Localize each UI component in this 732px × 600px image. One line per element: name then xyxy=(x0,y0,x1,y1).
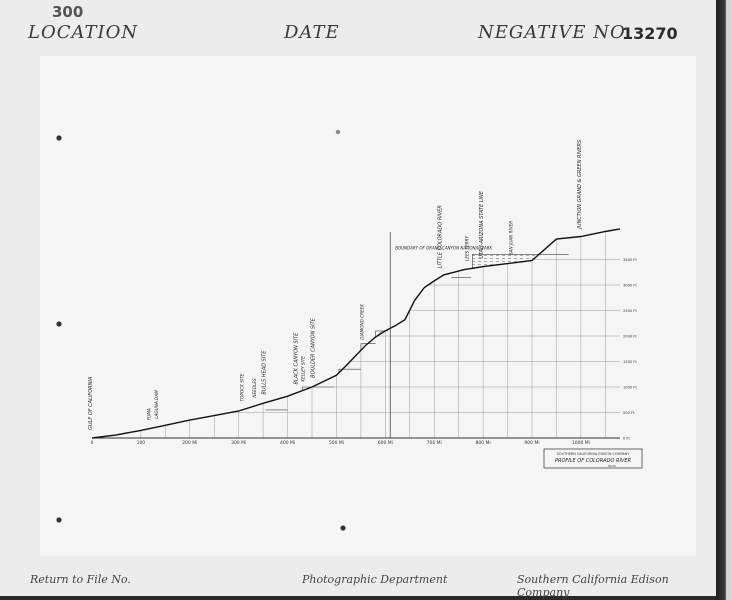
y-tick-label: 500 Ft xyxy=(623,411,635,415)
binding-hole xyxy=(56,517,61,522)
footer-company: Southern California Edison Company xyxy=(517,573,669,599)
place-label: YUMA xyxy=(146,408,152,421)
place-annotations xyxy=(88,139,583,438)
chart-title: PROFILE OF COLORADO RIVER xyxy=(555,458,631,464)
scanner-edge xyxy=(716,0,732,600)
colorado-river-profile-chart xyxy=(40,56,696,556)
y-tick-label: 3000 Ft xyxy=(623,283,637,288)
binding-hole xyxy=(56,135,61,140)
place-label: DIAMOND CREEK xyxy=(359,303,365,340)
x-tick-label: 200 Mi xyxy=(182,441,198,446)
card-number: 300 xyxy=(52,3,84,21)
x-tick-label: 300 Mi xyxy=(231,441,247,446)
place-label: TOPOCK SITE xyxy=(239,373,245,402)
y-tick-label: 3500 Ft xyxy=(623,258,637,262)
place-label: JUNCTION GRAND & GREEN RIVERS xyxy=(576,139,583,229)
binding-hole xyxy=(336,130,340,134)
x-tick-label: 500 Mi xyxy=(328,441,345,446)
y-tick-label: 2500 Ft xyxy=(623,309,637,313)
x-tick-label: 400 Mi xyxy=(279,441,296,446)
place-label: LEES FERRY xyxy=(464,235,470,261)
x-tick-label: 1000 Mi xyxy=(571,441,590,446)
binding-hole xyxy=(340,525,345,530)
negative-label: NEGATIVE NO. xyxy=(478,22,632,43)
x-tick-label: 900 Mi xyxy=(524,441,540,446)
profile-layer xyxy=(92,229,620,438)
y-tick-label: 1500 Ft xyxy=(623,360,637,364)
place-label: SAN JUAN RIVER xyxy=(508,220,514,255)
place-label: BLACK CANYON SITE xyxy=(293,332,300,385)
date-label: DATE xyxy=(284,22,340,43)
photograph xyxy=(40,56,696,556)
y-tick-label: 1000 Ft xyxy=(623,385,637,390)
place-label: LAGUNA DAM xyxy=(154,390,159,419)
y-axis-ticks xyxy=(623,258,637,441)
x-tick-label: 600 Mi xyxy=(377,441,393,446)
place-label: LITTLE COLORADO RIVER xyxy=(437,205,444,269)
dam-site-reservoir xyxy=(361,344,376,351)
chart-subtitle: SOUTHERN CALIFORNIA EDISON COMPANY xyxy=(556,452,630,456)
place-label: BOULDER CANYON SITE xyxy=(310,318,317,378)
binding-hole xyxy=(56,321,61,326)
place-label: BULLS HEAD SITE xyxy=(261,350,268,395)
river-profile-line xyxy=(92,229,620,438)
place-label: GULF OF CALIFORNIA xyxy=(88,376,94,430)
title-block xyxy=(544,449,642,468)
chart-grid xyxy=(92,231,620,438)
y-tick-label: 0 Ft xyxy=(623,436,630,441)
place-label: BOUNDARY OF GRAND CANYON NATIONAL PARK xyxy=(395,245,493,251)
place-label: UTAH-ARIZONA STATE LINE xyxy=(479,191,486,259)
place-label: NEEDLES xyxy=(251,378,257,398)
place-label: KELLEY SITE xyxy=(300,356,306,382)
footer-return-to-file: Return to File No. xyxy=(30,573,131,586)
footer-department: Photographic Department xyxy=(302,573,448,586)
y-tick-label: 2000 Ft xyxy=(623,334,637,339)
x-tick-label: 100 xyxy=(136,441,146,446)
negative-number: 13270 xyxy=(622,24,678,43)
x-axis-ticks xyxy=(91,440,590,446)
x-tick-label: 700 Mi xyxy=(426,441,442,446)
location-label: LOCATION xyxy=(28,22,139,43)
chart-scale-note: MILES xyxy=(608,465,616,468)
x-tick-label: 0 xyxy=(90,441,94,446)
x-tick-label: 800 Mi xyxy=(475,441,491,446)
